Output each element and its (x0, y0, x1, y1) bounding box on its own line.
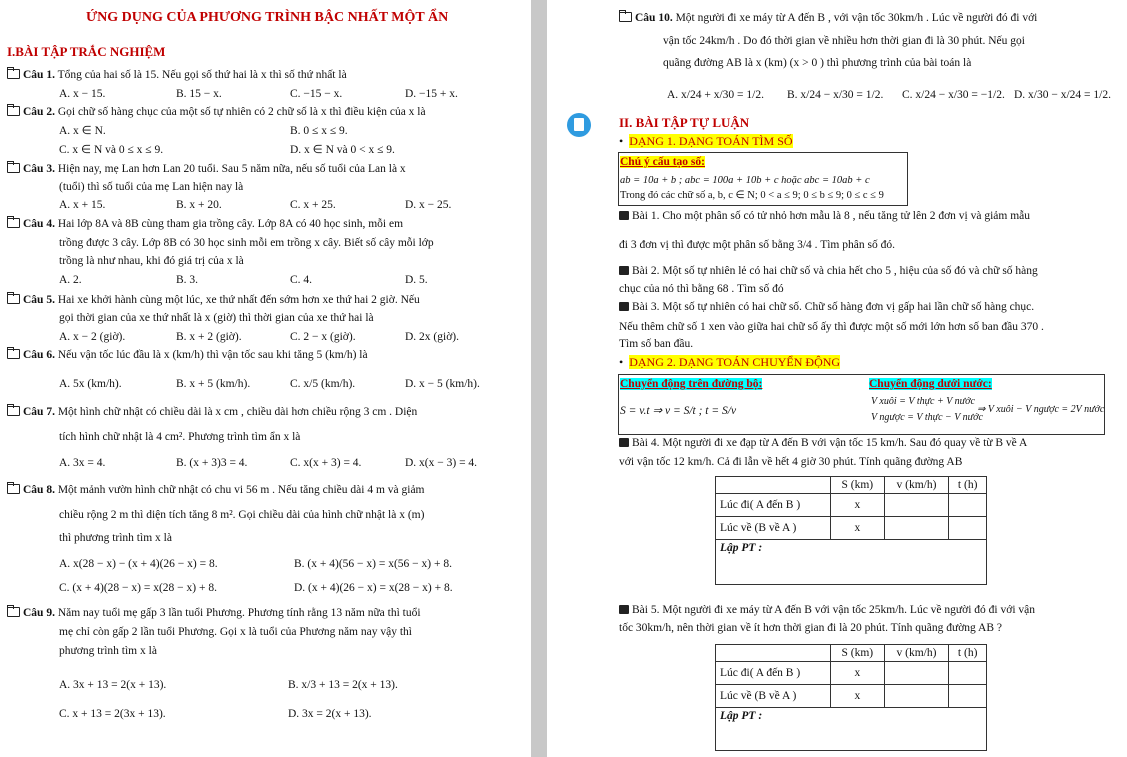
page-right: Câu 10. Một người đi xe máy từ A đến B , với vận tốc 30km/h . Lúc về người đó đi với vận tốc 24km/h . Do đó thời gian về nhiều hơn thời gian đi là 30 phút. Nếu gọi quãng đường AB là x (km) (x > 0 ) thì phương trình của bài toán là A. x/24 + x/30 = 1/2. B. x/24 − x/30 = 1/2. C. x/24 − x/30 = −1/2. D. x/30 − x/24 = 1/2. II. BÀI TẬP TỰ LUẬN • DẠNG 1. DẠNG TOÁN TÌM SỐ Chú ý cấu tạo số: ab = 10a + b ; abc = 100a + 10b + c hoặc abc = 10ab + c Trong đó các chữ số a, b, c ∈ N; 0 < a ≤ 9; 0 ≤ b ≤ 9; 0 ≤ c ≤ 9 Bài 1. Cho một phân số có tử nhỏ hơn mẫu là 8 , nếu tăng tử lên 2 đơn vị và giảm mẫu đi 3 đơn vị thì được một phân số bằng 3/4 . Tìm phân số đó. Bài 2. Một số tự nhiên lẻ có hai chữ số và chia hết cho 5 , hiệu của số đó và chữ số hàng chục của nó thì bằng 68 . Tìm số đó Bài 3. Một số tự nhiên có hai chữ số. Chữ số hàng đơn vị gấp hai lần chữ số hàng chục. Nếu thêm chữ số 1 xen vào giữa hai chữ số ấy thì được một số mới lớn hơn số ban đầu 370 . Tìm số ban đầu. • DẠNG 2. DẠNG TOÁN CHUYỂN ĐỘNG Chuyển động trên đường bộ: Chuyển động dưới nước: S = v.t ⇒ v = S/t ; t = S/v V xuôi = V thực + V nước V ngược = V thực − V nước ⇒ V xuôi − V ngược = 2V nước Bài 4. Một người đi xe đạp từ A đến B với vận tốc 15 km/h. Sau đó quay về từ B về A với vận tốc 12 km/h. Cả đi lẫn về hết 4 giờ 30 phút. Tính quãng đường AB S (km) v (km/h) t (h) Lúc đi( A đến B ) x Lúc về (B về A ) x Lập PT : Bài 5. Một người đi xe máy từ A đến B với vận tốc 25km/h. Lúc về người đó đi với vận tốc 30km/h, nên thời gian về ít hơn thời gian đi là 20 phút. Tính quãng đường AB ? S (km) v (km/h) t (h) Lúc đi( A đến B ) x Lúc về (B về A ) x Lập PT : (547, 0, 1127, 757)
data-table (715, 644, 987, 751)
topic-heading: DẠNG 2. DẠNG TOÁN CHUYỂN ĐỘNG (629, 355, 841, 369)
option: C. x + 13 = 2(3x + 13). (59, 708, 166, 720)
formula-heading: Chuyển động dưới nước: (869, 378, 992, 390)
option: A. 3x = 4. (59, 457, 106, 469)
option: C. x/24 − x/30 = −1/2. (902, 89, 1005, 101)
option: B. 15 − x. (176, 88, 222, 100)
table-header: t (h) (949, 477, 987, 494)
question-text: (tuổi) thì số tuổi của mẹ Lan hiện nay là (59, 181, 244, 193)
question-label: Câu 10. (635, 12, 673, 24)
option: C. 2 − x (giờ). (290, 331, 356, 343)
question-label: Câu 3. (23, 163, 55, 175)
topic-heading: DẠNG 1. DẠNG TOÁN TÌM SỐ (629, 134, 793, 148)
formula-text: V xuôi = V thực + V nước (871, 396, 975, 407)
option: A. 3x + 13 = 2(x + 13). (59, 679, 167, 691)
table-cell: x (831, 685, 885, 708)
folder-icon (7, 218, 20, 228)
question-text: vận tốc 24km/h . Do đó thời gian về nhiều hơn thời gian đi là 30 phút. Nếu gọi (663, 35, 1025, 47)
exercise-text: Bài 1. Cho một phân số có tử nhỏ hơn mẫu là 8 , nếu tăng tử lên 2 đơn vị và giảm mẫu (632, 210, 1031, 222)
question-text: trồng được 3 cây. Lớp 8B có 30 học sinh mỗi em trồng x cây. Biết số cây mỗi lớp (59, 237, 434, 249)
question-text: Hai lớp 8A và 8B cùng tham gia trồng cây. Lớp 8A có 40 học sinh, mỗi em (57, 218, 404, 230)
document-icon (567, 113, 591, 137)
document-title: ỨNG DỤNG CỦA PHƯƠNG TRÌNH BẬC NHẤT MỘT ẨN (86, 10, 449, 25)
note-title: Chú ý cấu tạo số: (620, 156, 705, 168)
question-text: Hiện nay, mẹ Lan hơn Lan 20 tuổi. Sau 5 năm nữa, nếu số tuổi của Lan là x (57, 163, 406, 175)
exercise-text: tốc 30km/h, nên thời gian về ít hơn thời gian đi là 20 phút. Tính quãng đường AB ? (619, 622, 1002, 634)
question-label: Câu 4. (23, 218, 55, 230)
folder-icon (7, 406, 20, 416)
question-text: Năm nay tuổi mẹ gấp 3 lần tuổi Phương. Phương tính rằng 13 năm nữa thì tuổi (57, 607, 421, 619)
option: C. x + 25. (290, 199, 336, 211)
question-text: Một mảnh vườn hình chữ nhật có chu vi 56 m . Nếu tăng chiều dài 4 m và giảm (57, 484, 425, 496)
table-header: S (km) (831, 477, 885, 494)
table-row-label: Lúc về (B về A ) (716, 517, 831, 540)
option: D. x ∈ N và 0 < x ≤ 9. (290, 144, 395, 156)
note-text: Trong đó các chữ số a, b, c ∈ N; 0 < a ≤ 9; 0 ≤ b ≤ 9; 0 ≤ c ≤ 9 (620, 190, 884, 201)
table-row-label: Lúc đi( A đến B ) (716, 662, 831, 685)
formula-text: ⇒ V xuôi − V ngược = 2V nước (977, 404, 1105, 415)
option: B. x/3 + 13 = 2(x + 13). (288, 679, 398, 691)
option: C. x ∈ N và 0 ≤ x ≤ 9. (59, 144, 164, 156)
formula-heading: Chuyển động trên đường bộ: (620, 378, 763, 390)
option: C. 4. (290, 274, 313, 286)
table-header: S (km) (831, 645, 885, 662)
exercise-icon (619, 266, 629, 275)
page-left (0, 0, 531, 757)
table-row-label: Lúc đi( A đến B ) (716, 494, 831, 517)
exercise-icon (619, 605, 629, 614)
option: A. x + 15. (59, 199, 106, 211)
question-text: chiều rộng 2 m thì diện tích tăng 8 m². Gọi chiều dài của hình chữ nhật là x (m) (59, 509, 425, 521)
exercise-text: Bài 3. Một số tự nhiên có hai chữ số. Chữ số hàng đơn vị gấp hai lần chữ số hàng chục. (632, 301, 1035, 313)
option: B. (x + 3)3 = 4. (176, 457, 248, 469)
option: A. x(28 − x) − (x + 4)(26 − x) = 8. (59, 558, 218, 570)
option: D. (x + 4)(26 − x) = x(28 − x) + 8. (294, 582, 453, 594)
table-row-label: Lúc về (B về A ) (716, 685, 831, 708)
question-text: Hai xe khởi hành cùng một lúc, xe thứ nhất đến sớm hơn xe thứ hai 2 giờ. Nếu (57, 294, 420, 306)
option: A. x ∈ N. (59, 125, 106, 137)
question-text: tích hình chữ nhật là 4 cm². Phương trình tìm ẩn x là (59, 431, 301, 443)
exercise-text: Bài 4. Một người đi xe đạp từ A đến B với vận tốc 15 km/h. Sau đó quay về từ B về A (632, 437, 1028, 449)
option: D. x − 5 (km/h). (405, 378, 480, 390)
option: B. 0 ≤ x ≤ 9. (290, 125, 348, 137)
table-header: v (km/h) (884, 477, 949, 494)
option: A. x − 2 (giờ). (59, 331, 126, 343)
table-cell: x (831, 494, 885, 517)
exercise-icon (619, 302, 629, 311)
option: D. 5. (405, 274, 428, 286)
exercise-text: Tìm số ban đầu. (619, 338, 694, 350)
question-label: Câu 1. (23, 69, 55, 81)
note-formula: ab = 10a + b ; abc = 100a + 10b + c hoặc abc = 10ab + c (620, 175, 870, 186)
section-heading: II. BÀI TẬP TỰ LUẬN (619, 115, 750, 130)
question-text: Một hình chữ nhật có chiều dài là x cm , chiều dài hơn chiều rộng 3 cm . Diện (57, 406, 418, 418)
option: B. 3. (176, 274, 199, 286)
option: A. 2. (59, 274, 82, 286)
question-label: Câu 6. (23, 349, 55, 361)
option: A. 5x (km/h). (59, 378, 122, 390)
table-footer: Lập PT : (716, 708, 987, 751)
exercise-text: với vận tốc 12 km/h. Cả đi lẫn về hết 4 giờ 30 phút. Tính quãng đường AB (619, 456, 963, 468)
question-label: Câu 8. (23, 484, 55, 496)
option: D. 2x (giờ). (405, 331, 459, 343)
option: C. (x + 4)(28 − x) = x(28 − x) + 8. (59, 582, 217, 594)
table-header: v (km/h) (884, 645, 949, 662)
option: C. −15 − x. (290, 88, 343, 100)
folder-icon (7, 349, 20, 359)
question-text: Một người đi xe máy từ A đến B , với vận tốc 30km/h . Lúc về người đó đi với (675, 12, 1038, 24)
question-text: Nếu vận tốc lúc đầu là x (km/h) thì vận tốc sau khi tăng 5 (km/h) là (57, 349, 368, 361)
question-label: Câu 7. (23, 406, 55, 418)
folder-icon (7, 106, 20, 116)
folder-icon (619, 12, 632, 22)
exercise-text: Bài 2. Một số tự nhiên lẻ có hai chữ số và chia hết cho 5 , hiệu của số đó và chữ số hàng (632, 265, 1038, 277)
data-table (715, 476, 987, 585)
question-text: mẹ chỉ còn gấp 2 lần tuổi Phương. Gọi x là tuổi của Phương năm nay vậy thì (59, 626, 412, 638)
option: B. x + 2 (giờ). (176, 331, 242, 343)
question-text: phương trình tìm x là (59, 645, 157, 657)
table-header: t (h) (949, 645, 987, 662)
option: C. x(x + 3) = 4. (290, 457, 362, 469)
option: D. −15 + x. (405, 88, 458, 100)
folder-icon (7, 607, 20, 617)
option: C. x/5 (km/h). (290, 378, 356, 390)
question-text: trồng là như nhau, khi đó giá trị của x là (59, 255, 244, 267)
option: B. x/24 − x/30 = 1/2. (787, 89, 884, 101)
formula-text: V ngược = V thực − V nước (871, 412, 983, 423)
exercise-icon (619, 211, 629, 220)
option: A. x − 15. (59, 88, 106, 100)
question-label: Câu 9. (23, 607, 55, 619)
option: B. x + 20. (176, 199, 222, 211)
formula-text: S = v.t ⇒ v = S/t ; t = S/v (620, 405, 737, 417)
exercise-text: đi 3 đơn vị thì được một phân số bằng 3/4 . Tìm phân số đó. (619, 239, 895, 251)
option: D. 3x = 2(x + 13). (288, 708, 372, 720)
folder-icon (7, 294, 20, 304)
table-footer: Lập PT : (716, 540, 987, 585)
exercise-text: chục của nó thì bằng 68 . Tìm số đó (619, 283, 784, 295)
option: D. x(x − 3) = 4. (405, 457, 478, 469)
question-label: Câu 2. (23, 106, 55, 118)
question-text: Tổng của hai số là 15. Nếu gọi số thứ hai là x thì số thứ nhất là (57, 69, 347, 81)
exercise-text: Bài 5. Một người đi xe máy từ A đến B với vận tốc 25km/h. Lúc về người đó đi với vận (632, 604, 1035, 616)
question-text: thì phương trình tìm x là (59, 532, 172, 544)
question-text: Gọi chữ số hàng chục của một số tự nhiên có 2 chữ số là x thì điều kiện của x là (57, 106, 426, 118)
table-cell: x (831, 517, 885, 540)
table-cell: x (831, 662, 885, 685)
option: A. x/24 + x/30 = 1/2. (667, 89, 764, 101)
question-text: gọi thời gian của xe thứ nhất là x (giờ) thì thời gian của xe thứ hai là (59, 312, 374, 324)
option: B. (x + 4)(56 − x) = x(56 − x) + 8. (294, 558, 452, 570)
question-label: Câu 5. (23, 294, 55, 306)
question-text: quãng đường AB là x (km) (x > 0 ) thì phương trình của bài toán là (663, 57, 972, 69)
option: D. x/30 − x/24 = 1/2. (1014, 89, 1111, 101)
exercise-text: Nếu thêm chữ số 1 xen vào giữa hai chữ số ấy thì được một số mới lớn hơn số ban đầu 370 . (619, 321, 1044, 333)
option: D. x − 25. (405, 199, 452, 211)
folder-icon (7, 484, 20, 494)
folder-icon (7, 163, 20, 173)
folder-icon (7, 69, 20, 79)
section-heading: I.BÀI TẬP TRẮC NGHIỆM (7, 44, 166, 59)
exercise-icon (619, 438, 629, 447)
option: B. x + 5 (km/h). (176, 378, 251, 390)
